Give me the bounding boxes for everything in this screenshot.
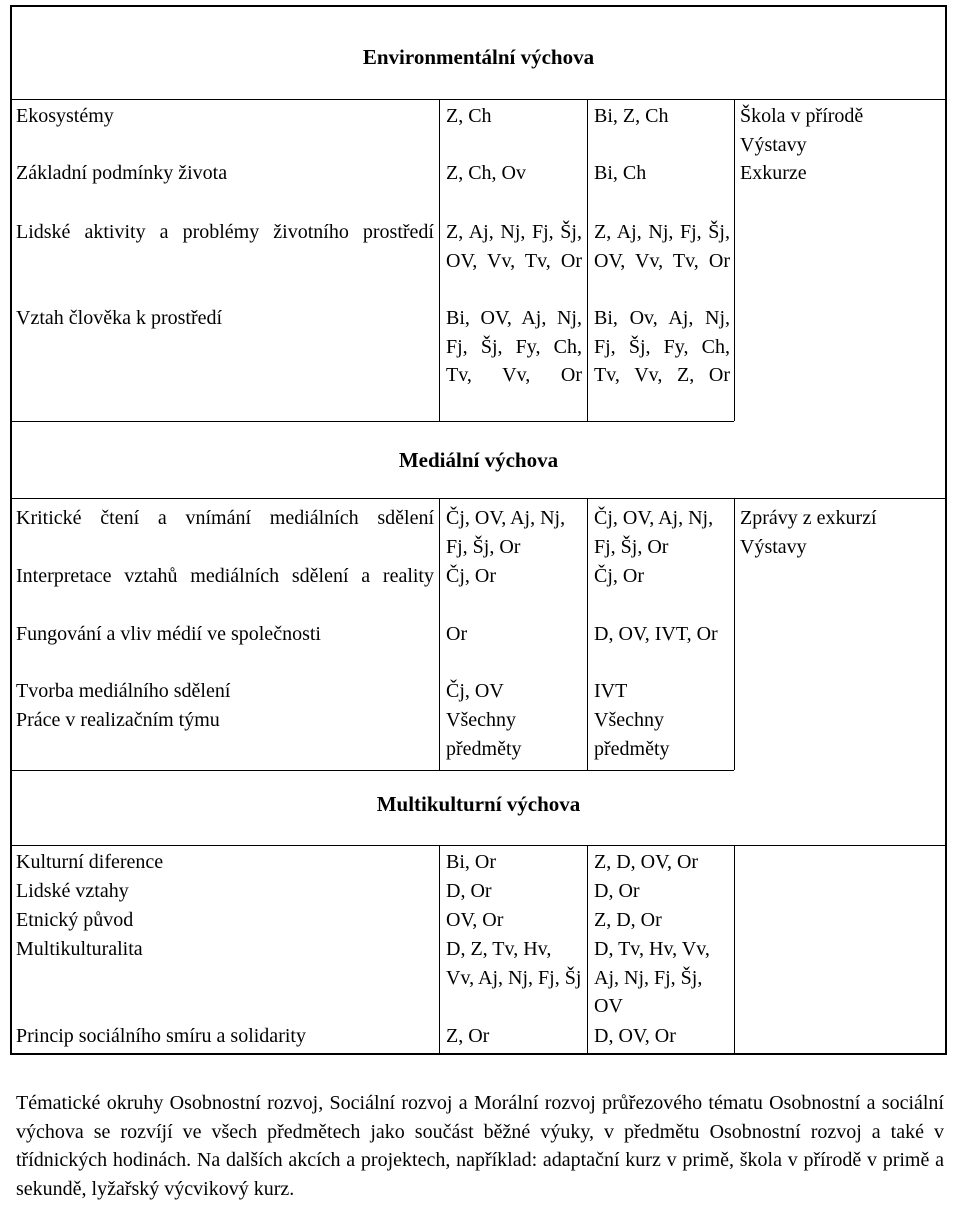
grade-cell: D, Or <box>446 880 492 902</box>
divider <box>734 99 735 421</box>
grade-cell: D, Tv, Hv, Vv, Aj, Nj, Fj, Šj, OV <box>594 938 710 1017</box>
grade-cell: Bi, Or <box>446 851 496 873</box>
topic-cell: Princip sociálního smíru a solidarity <box>16 1025 306 1047</box>
topic-cell: Interpretace vztahů mediálních sdělení a reality <box>16 565 434 587</box>
divider <box>587 99 588 421</box>
topic-cell: Lidské aktivity a problémy životního prostředí <box>16 221 434 243</box>
curriculum-table <box>10 5 947 1055</box>
grade-cell: Bi, OV, Aj, Nj, Fj, Šj, Fy, Ch, Tv, Vv, Or <box>446 307 582 386</box>
grade-cell: Čj, OV <box>446 680 504 702</box>
grade-cell: D, Or <box>594 880 640 902</box>
divider <box>587 498 588 770</box>
topic-cell: Ekosystémy <box>16 105 114 127</box>
grade-cell: OV, Or <box>446 909 504 931</box>
grade-cell: Čj, OV, Aj, Nj, Fj, Šj, Or <box>594 507 714 558</box>
grade-cell: Čj, Or <box>446 565 496 587</box>
topic-cell: Základní podmínky života <box>16 162 228 184</box>
grade-cell: Z, D, Or <box>594 909 662 931</box>
grade-cell: Bi, Z, Ch <box>594 105 669 127</box>
notes-cell <box>740 504 940 561</box>
grade-cell: D, Z, Tv, Hv, Vv, Aj, Nj, Fj, Šj <box>446 938 582 989</box>
topic-cell: Lidské vztahy <box>16 880 129 902</box>
grade-cell: Z, Ch <box>446 105 492 127</box>
topic-cell: Multikulturalita <box>16 938 143 960</box>
topic-cell: Fungování a vliv médií ve společnosti <box>16 623 321 645</box>
notes-cell <box>740 102 940 188</box>
topic-cell: Tvorba mediálního sdělení <box>16 680 231 702</box>
section-title-environmental: Environmentální výchova <box>362 45 595 69</box>
grade-cell: Bi, Ov, Aj, Nj, Fj, Šj, Fy, Ch, Tv, Vv, Z, Or <box>594 307 730 386</box>
grade-cell: Z, Aj, Nj, Fj, Šj, OV, Vv, Tv, Or <box>446 221 582 272</box>
grade-cell: Všechny předměty <box>446 709 522 760</box>
grade-cell: Čj, OV, Aj, Nj, Fj, Šj, Or <box>446 507 566 558</box>
divider <box>734 845 735 1053</box>
divider <box>439 99 440 421</box>
topic-cell: Etnický původ <box>16 909 134 931</box>
divider <box>12 498 945 499</box>
divider <box>12 845 945 846</box>
divider <box>12 421 734 422</box>
divider <box>12 770 734 771</box>
section-title-media: Mediální výchova <box>398 448 559 472</box>
closing-paragraph: Tématické okruhy Osobnostní rozvoj, Sociální rozvoj a Morální rozvoj průřezového tématu Osobnostní a sociální výchova se rozvíjí ve všech předmětech jako součást běžné výuky, v předmětu Osobnostní rozvoj a také v třídnických hodinách. Na dalších akcích a projektech, například: adaptační kurz v primě, škola v přírodě v primě a sekundě, lyžařský výcvikový kurz. <box>16 1092 944 1200</box>
grade-cell: Z, D, OV, Or <box>594 851 699 873</box>
grade-cell: Or <box>446 623 468 645</box>
grade-cell: Všechny předměty <box>594 709 670 760</box>
grade-cell: D, OV, IVT, Or <box>594 623 718 645</box>
grade-cell: IVT <box>594 680 628 702</box>
grade-cell: Čj, Or <box>594 565 644 587</box>
topic-cell: Kulturní diference <box>16 851 164 873</box>
grade-cell: Z, Or <box>446 1025 490 1047</box>
divider <box>439 845 440 1053</box>
topic-cell: Kritické čtení a vnímání mediálních sdělení <box>16 507 434 529</box>
divider <box>587 845 588 1053</box>
note-line: Exkurze <box>740 162 807 184</box>
note-line: Výstavy <box>740 133 807 156</box>
grade-cell: Z, Aj, Nj, Fj, Šj, OV, Vv, Tv, Or <box>594 221 730 272</box>
section-title-multicultural: Multikulturní výchova <box>376 792 581 816</box>
divider <box>734 498 735 770</box>
divider <box>12 99 945 100</box>
grade-cell: D, OV, Or <box>594 1025 676 1047</box>
note-line: Škola v přírodě <box>740 105 864 127</box>
topic-cell: Vztah člověka k prostředí <box>16 307 223 329</box>
topic-cell: Práce v realizačním týmu <box>16 709 220 731</box>
grade-cell: Z, Ch, Ov <box>446 162 526 184</box>
note-line: Výstavy <box>740 535 807 558</box>
divider <box>439 498 440 770</box>
note-line: Zprávy z exkurzí <box>740 507 877 529</box>
grade-cell: Bi, Ch <box>594 162 647 184</box>
